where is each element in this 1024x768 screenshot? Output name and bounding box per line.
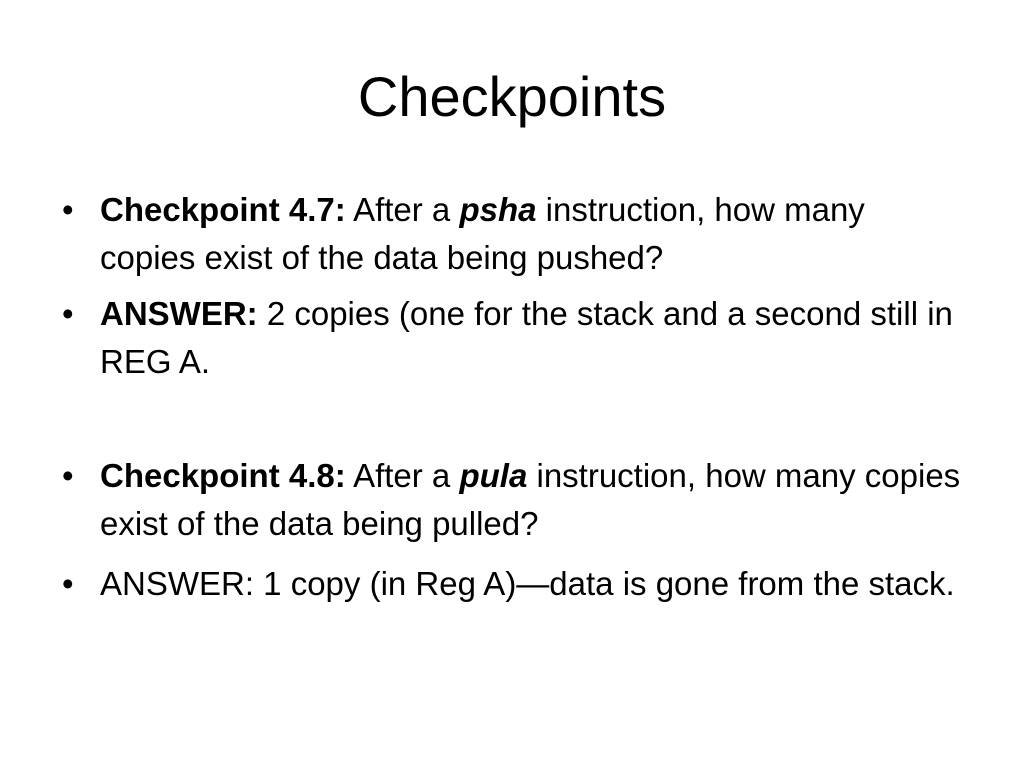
instruction-keyword: psha (459, 191, 537, 228)
instruction-keyword: pula (459, 457, 528, 494)
bullet-icon: • (62, 191, 74, 228)
bullet-icon: • (62, 565, 74, 602)
checkpoint-label: Checkpoint 4.8: (100, 457, 346, 494)
bullet-text-post: instruction, how many copies exist of the data being pulled? (100, 457, 961, 542)
bullet-item (62, 560, 962, 608)
answer-text: 2 copies (one for the stack and a second still in REG A. (100, 295, 953, 380)
bullet-icon: • (62, 295, 74, 332)
bullet-item (62, 186, 962, 282)
bullet-text (100, 452, 962, 548)
checkpoint-label: Checkpoint 4.7: (100, 191, 346, 228)
bullet-item (62, 290, 962, 386)
bullet-item (62, 452, 962, 548)
answer-label: ANSWER: (100, 295, 258, 332)
bullet-text (100, 186, 962, 282)
answer-text: ANSWER: 1 copy (in Reg A)—data is gone from the stack. (100, 565, 955, 602)
slide-title: Checkpoints (357, 65, 667, 128)
bullet-text-pre: After a (353, 191, 451, 228)
bullet-text-pre: After a (353, 457, 451, 494)
bullet-text-post: instruction, how many copies exist of the data being pushed? (100, 191, 865, 276)
bullet-icon: • (62, 457, 74, 494)
bullet-text (100, 290, 962, 386)
